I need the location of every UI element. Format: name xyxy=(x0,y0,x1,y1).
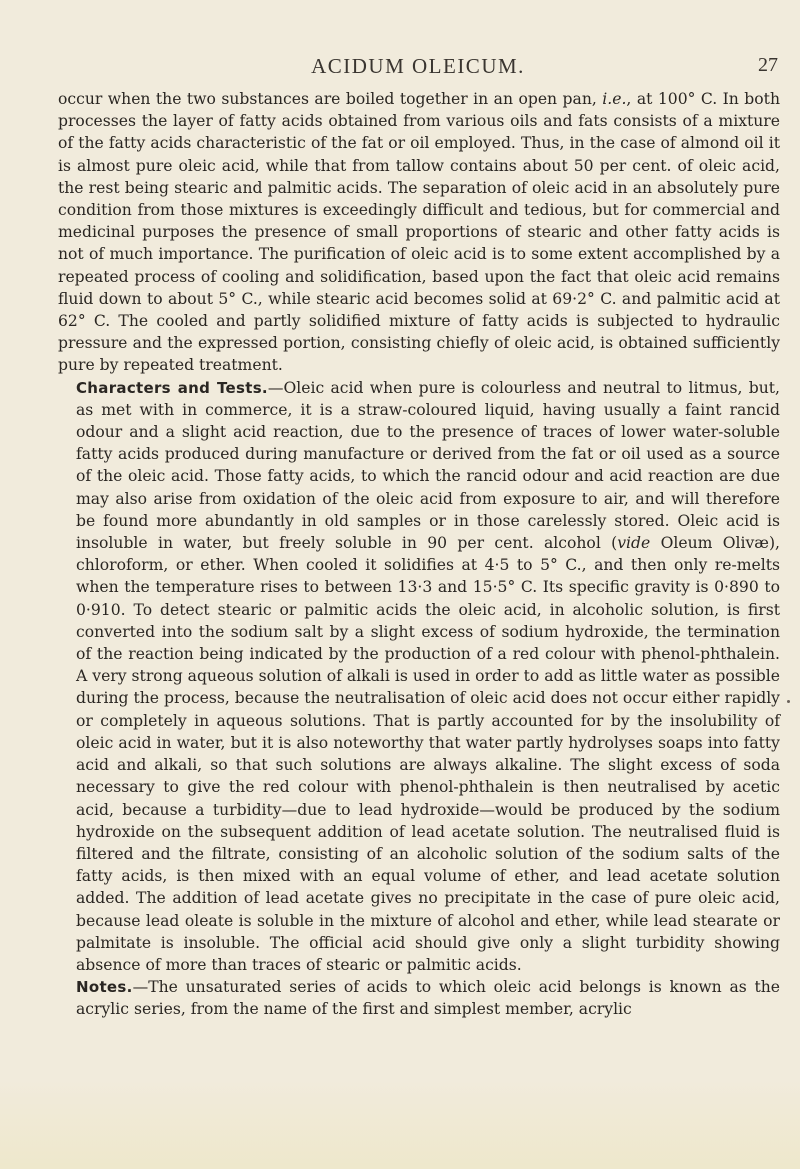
paragraph-notes-text: —The unsaturated series of acids to which oleic acid belongs is known as the acrylic series, from the name of the first and simplest member, acrylic xyxy=(76,978,780,1019)
page-number: 27 xyxy=(758,54,778,76)
running-title: ACIDUM OLEICUM. xyxy=(311,54,525,78)
paragraph-process-text-a: occur when the two substances are boiled together in an open pan, xyxy=(58,90,603,108)
paper-discoloration xyxy=(0,1079,800,1169)
paper-speck xyxy=(787,700,790,703)
section-heading-characters-and-tests: Characters and Tests. xyxy=(76,378,268,397)
ie-abbreviation: i.e. xyxy=(602,90,627,108)
paragraph-characters-and-tests xyxy=(58,377,780,976)
vide-reference: vide xyxy=(617,534,651,553)
body-text xyxy=(58,88,780,1021)
paragraph-process-text-b: , at 100° C. In both processes the layer of fatty acids obtained from various oils and fats consists of a mixture of the fatty acids characteristic of the fat or oil employed. Thus, in the case of almond oil it is almost pure oleic acid, while that from tallow contains about 50 per cent. of oleic acid, the rest being stearic and palmitic acids. The separation of oleic acid in an absolutely pure condition from those mixtures is exceedingly difficult and tedious, but for commercial and medicinal purposes the presence of small proportions of stearic and other fatty acids is not of much importance. The purification of oleic acid is to some extent accomplished by a repeated process of cooling and solidification, based upon the fact that oleic acid remains fluid down to about 5° C., while stearic acid becomes solid at 69·2° C. and palmitic acid at 62° C. The cooled and partly solidified mixture of fatty acids is subjected to hydraulic pressure and the expressed portion, consisting chiefly of oleic acid, is obtained sufficiently pure by repeated treatment. xyxy=(58,90,780,375)
paragraph-characters-text-b: Oleum Olivæ), chloroform, or ether. When cooled it solidifies at 4·5 to 5° C., and then only re-melts when the temperature rises to between 13·3 and 15·5° C. Its specific gravity is 0·890 to 0·910. To detect stearic or palmitic acids the oleic acid, in alcoholic solution, is first converted into the sodium salt by a slight excess of sodium hydroxide, the termination of the reaction being indicated by the production of a red colour with phenol-phthalein. A very strong aqueous solution of alkali is used in order to add as little water as possible during the process, because the neutralisation of oleic acid does not occur either rapidly or completely in aqueous solutions. That is partly accounted for by the insolubility of oleic acid in water, but it is also noteworthy that water partly hydrolyses soaps into fatty acid and alkali, so that such solutions are always alkaline. The slight excess of soda necessary to give the red colour with phenol-phthalein is then neutralised by acetic acid, because a turbidity—due to lead hydroxide—would be produced by the sodium hydroxide on the subsequent addition of lead acetate solution. The neutralised fluid is filtered and the filtrate, consisting of an alcoholic solution of the sodium salts of the fatty acids, is then mixed with an equal volume of ether, and lead acetate solution added. The addition of lead acetate gives no precipitate in the case of pure oleic acid, because lead oleate is soluble in the mixture of alcohol and ether, while lead stearate or palmitate is insoluble. The official acid should give only a slight turbidity showing absence of more than traces of stearic or palmitic acids. xyxy=(76,534,780,974)
paragraph-characters-text-a: —Oleic acid when pure is colourless and neutral to litmus, but, as met with in commerce, it is a straw-coloured liquid, having usually a faint rancid odour and a slight acid reaction, due to the presence of traces of lower water-soluble fatty acids produced during manufacture or derived from the fat or oil used as a source of the oleic acid. Those fatty acids, to which the rancid odour and acid reaction are due may also arise from oxidation of the oleic acid from exposure to air, and will therefore be found more abundantly in old samples or in those carelessly stored. Oleic acid is insoluble in water, but freely soluble in 90 per cent. alcohol ( xyxy=(76,378,780,553)
section-heading-notes: Notes. xyxy=(76,978,133,997)
running-head xyxy=(58,54,778,84)
paragraph-notes xyxy=(58,976,780,1020)
paragraph-process xyxy=(58,88,780,377)
